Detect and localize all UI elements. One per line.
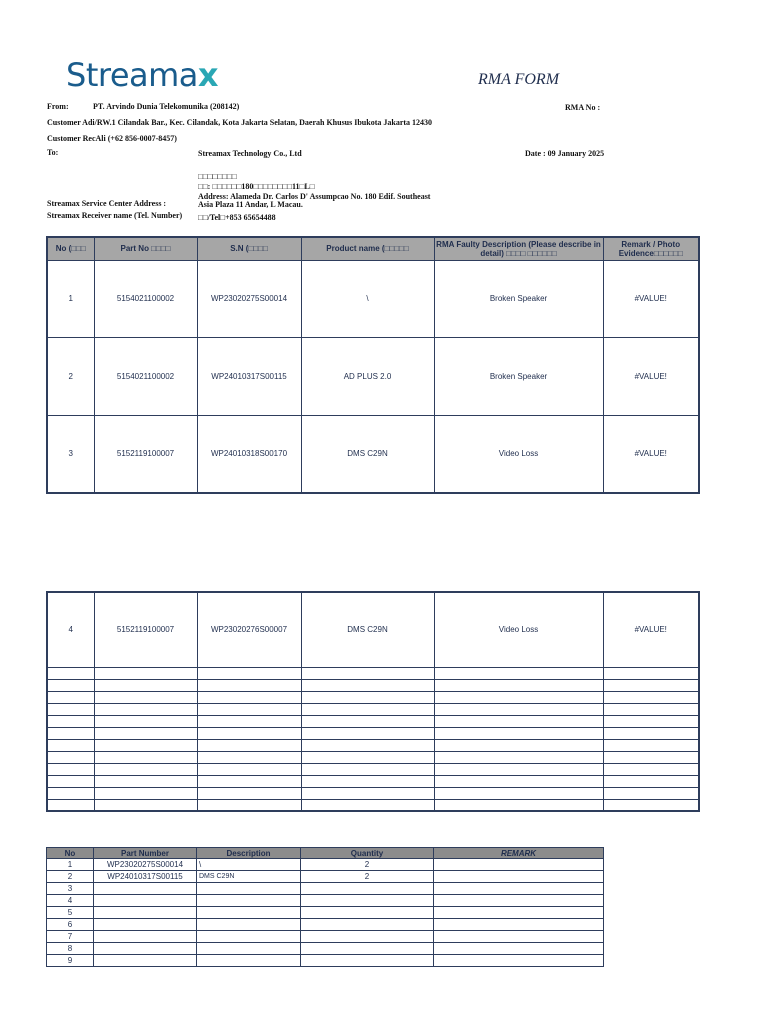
summary-no: 4 (47, 895, 94, 907)
to-label: To: (47, 148, 59, 157)
table-row (47, 931, 604, 943)
summary-desc (197, 919, 301, 931)
summary-qty (301, 883, 434, 895)
summary-part (94, 919, 197, 931)
summary-qty: 2 (301, 859, 434, 871)
empty-row (47, 751, 699, 763)
customer-receiver: Customer RecAli (+62 856-0007-8457) (47, 134, 177, 143)
empty-row (47, 691, 699, 703)
table-row (47, 907, 604, 919)
summary-remark (434, 871, 604, 883)
row-product: DMS C29N (301, 592, 434, 667)
empty-row (47, 715, 699, 727)
table-row (47, 337, 699, 415)
table-row (47, 883, 604, 895)
summary-desc (197, 931, 301, 943)
summary-qty (301, 907, 434, 919)
summary-remark (434, 919, 604, 931)
table-row (47, 919, 604, 931)
summary-desc (197, 943, 301, 955)
row-part: 5154021100002 (94, 260, 197, 337)
summary-desc (197, 883, 301, 895)
date-label: Date : 09 January 2025 (525, 149, 605, 158)
row-sn: WP24010317S00115 (197, 337, 301, 415)
table-row (47, 943, 604, 955)
rma-items-table (46, 236, 700, 494)
summary-desc: \ (197, 859, 301, 871)
summary-qty (301, 931, 434, 943)
col-desc-header: RMA Faulty Description (Please describe in detail) □□□□ □□□□□□ (434, 237, 603, 260)
summary-no: 3 (47, 883, 94, 895)
empty-row (47, 775, 699, 787)
summary-table (46, 847, 604, 967)
row-remark: #VALUE! (603, 415, 699, 493)
empty-row (47, 727, 699, 739)
summary-no: 6 (47, 919, 94, 931)
summary-remark (434, 859, 604, 871)
summary-qty (301, 895, 434, 907)
summary-no: 7 (47, 931, 94, 943)
col-no-header: No (□□□ (47, 237, 94, 260)
summary-no: 9 (47, 955, 94, 967)
summary-qty (301, 919, 434, 931)
row-no: 4 (47, 592, 94, 667)
summary-part (94, 943, 197, 955)
row-sn: WP23020276S00007 (197, 592, 301, 667)
summary-no: 8 (47, 943, 94, 955)
summary-desc: DMS C29N (197, 871, 301, 883)
table-row (47, 859, 604, 871)
from-label: From: (47, 102, 69, 111)
summary-no: 1 (47, 859, 94, 871)
summary-remark (434, 931, 604, 943)
col-remark-header: Remark / Photo Evidence□□□□□□ (603, 237, 699, 260)
summary-part (94, 895, 197, 907)
summary-part-header: Part Number (94, 848, 197, 859)
table-row (47, 260, 699, 337)
customer-address: Customer Adi/RW.1 Cilandak Bar., Kec. Cilandak, Kota Jakarta Selatan, Daerah Khusus Ibukota Jakarta 12430 (47, 118, 433, 127)
summary-no: 2 (47, 871, 94, 883)
empty-row (47, 667, 699, 679)
row-sn: WP24010318S00170 (197, 415, 301, 493)
summary-remark (434, 955, 604, 967)
receiver-name-label: Streamax Receiver name (Tel. Number) (47, 211, 183, 220)
to-value: Streamax Technology Co., Ltd (198, 149, 302, 158)
service-line3: Address: Alameda Dr. Carlos D' Assumpcao No. 180 Edif. Southeast (198, 192, 431, 201)
empty-row (47, 763, 699, 775)
summary-part: WP23020275S00014 (94, 859, 197, 871)
row-part: 5154021100002 (94, 337, 197, 415)
row-desc: Video Loss (434, 592, 603, 667)
row-product: \ (301, 260, 434, 337)
summary-remark (434, 907, 604, 919)
service-line5: □□/Tel□+853 65654488 (198, 213, 276, 222)
summary-no-header: No (47, 848, 94, 859)
logo-text: Streama (66, 56, 198, 94)
empty-row (47, 739, 699, 751)
form-title: RMA FORM (478, 71, 560, 88)
summary-part: WP24010317S00115 (94, 871, 197, 883)
empty-row (47, 679, 699, 691)
row-part: 5152119100007 (94, 415, 197, 493)
summary-part (94, 955, 197, 967)
col-product-header: Product name (□□□□□ (301, 237, 434, 260)
row-remark: #VALUE! (603, 592, 699, 667)
summary-remark (434, 883, 604, 895)
row-no: 3 (47, 415, 94, 493)
rma-no-label: RMA No : (565, 103, 601, 112)
summary-qty: 2 (301, 871, 434, 883)
summary-desc (197, 907, 301, 919)
summary-desc (197, 895, 301, 907)
row-desc: Video Loss (434, 415, 603, 493)
row-desc: Broken Speaker (434, 337, 603, 415)
col-part-header: Part No □□□□ (94, 237, 197, 260)
summary-part (94, 907, 197, 919)
summary-remark (434, 943, 604, 955)
summary-qty-header: Quantity (301, 848, 434, 859)
table-row (47, 895, 604, 907)
logo-accent: x (197, 56, 219, 94)
summary-part (94, 883, 197, 895)
table-row (47, 871, 604, 883)
row-remark: #VALUE! (603, 260, 699, 337)
service-center-label: Streamax Service Center Address : (47, 199, 167, 208)
summary-no: 5 (47, 907, 94, 919)
service-line1: □□□□□□□□ (198, 172, 237, 181)
summary-desc (197, 955, 301, 967)
table-row (47, 592, 699, 667)
empty-row (47, 703, 699, 715)
service-line4: Asia Plaza 11 Andar, L Macau. (198, 200, 303, 209)
summary-qty (301, 943, 434, 955)
summary-remark (434, 895, 604, 907)
summary-remark-header: REMARK (434, 848, 604, 859)
service-line2: □□: □□□□□□180□□□□□□□□11□L□ (198, 182, 315, 191)
rma-items-table-continued (46, 591, 700, 812)
streamax-logo (66, 56, 218, 94)
summary-desc-header: Description (197, 848, 301, 859)
row-part: 5152119100007 (94, 592, 197, 667)
row-product: AD PLUS 2.0 (301, 337, 434, 415)
row-desc: Broken Speaker (434, 260, 603, 337)
summary-qty (301, 955, 434, 967)
table-row (47, 955, 604, 967)
row-remark: #VALUE! (603, 337, 699, 415)
row-product: DMS C29N (301, 415, 434, 493)
table-row (47, 415, 699, 493)
from-value: PT. Arvindo Dunia Telekomunika (208142) (93, 102, 240, 111)
summary-part (94, 931, 197, 943)
empty-row (47, 787, 699, 799)
row-no: 2 (47, 337, 94, 415)
row-sn: WP23020275S00014 (197, 260, 301, 337)
col-sn-header: S.N (□□□□ (197, 237, 301, 260)
empty-row (47, 799, 699, 811)
row-no: 1 (47, 260, 94, 337)
